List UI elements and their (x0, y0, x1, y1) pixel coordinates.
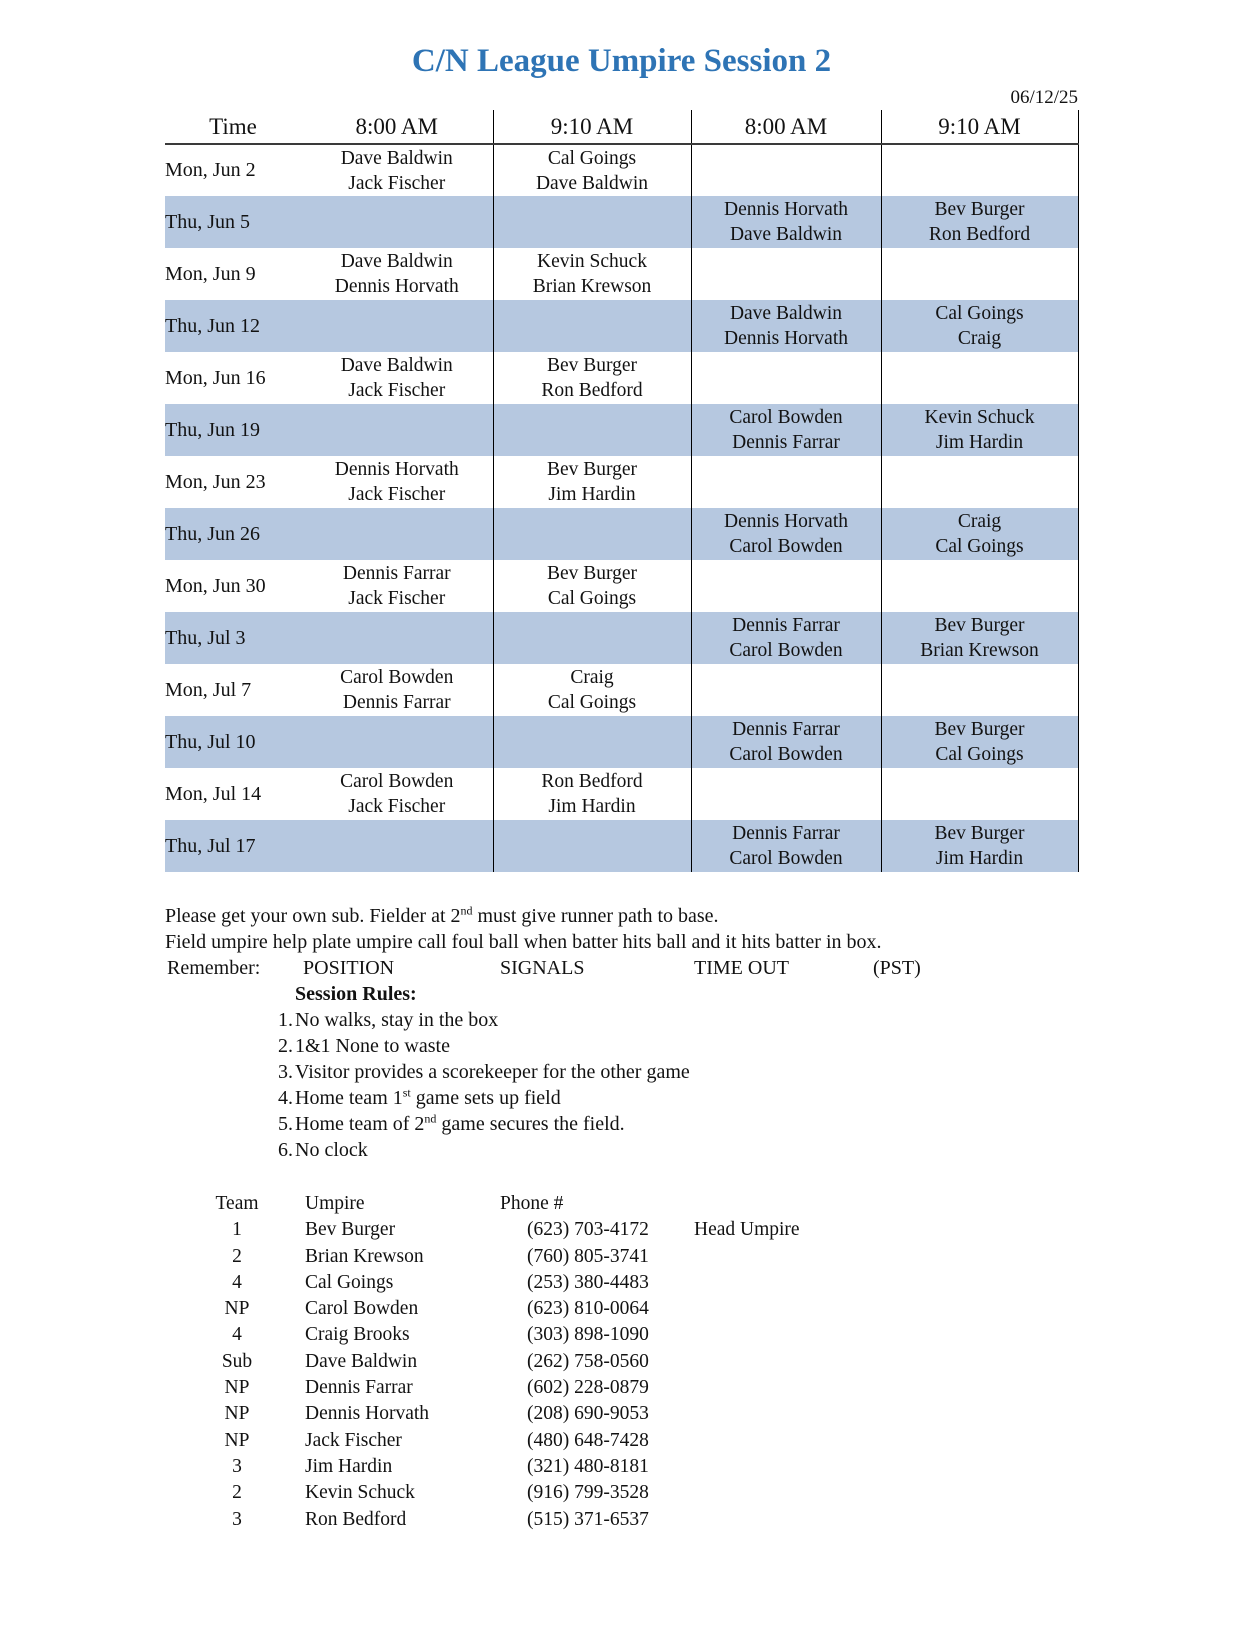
table-row (165, 300, 1078, 352)
schedule-header-game2-late: 9:10 AM (881, 110, 1078, 144)
remember-label: Remember: (167, 957, 261, 979)
page (165, 42, 1078, 1533)
umpire-name: Brian Krewson (920, 640, 1039, 661)
date-cell: Thu, Jun 5 (165, 210, 250, 233)
rule-number: 2. (278, 1035, 293, 1057)
umpire-cell (691, 768, 881, 820)
umpire-name: Ron Bedford (541, 380, 643, 401)
schedule-table (165, 110, 1079, 872)
umpire-cell (493, 404, 691, 456)
umpire-cell (691, 404, 881, 456)
table-row (165, 248, 1078, 300)
contact-umpire: Brian Krewson (305, 1245, 424, 1267)
umpire-cell (881, 664, 1078, 716)
umpire-name: Jack Fischer (348, 588, 446, 609)
umpire-name: Carol Bowden (340, 667, 454, 688)
umpire-cell (301, 404, 493, 456)
umpire-name: Ron Bedford (928, 224, 1031, 245)
contact-team: 3 (232, 1508, 242, 1530)
contact-phone: (208) 690-9053 (527, 1403, 649, 1425)
umpire-name: Cal Goings (935, 744, 1024, 765)
contact-team: Sub (221, 1350, 253, 1372)
umpire-cell (691, 508, 881, 560)
date-cell: Thu, Jun 19 (165, 418, 260, 441)
date-cell: Thu, Jun 12 (165, 314, 260, 337)
table-row (165, 456, 1078, 508)
umpire-cell (493, 664, 691, 716)
umpire-name: Dennis Horvath (723, 511, 849, 532)
umpire-name: Dennis Farrar (342, 563, 451, 584)
umpire-cell (493, 144, 691, 196)
umpire-cell (691, 144, 881, 196)
contacts-header-phone: Phone # (500, 1193, 564, 1214)
remember-item-position: POSITION (303, 957, 395, 979)
umpire-cell (691, 456, 881, 508)
rule-item (278, 1137, 1078, 1163)
note-line-2: Field umpire help plate umpire call foul ball when batter hits ball and it hits batter in box. (165, 931, 882, 953)
rule-text: Home team 1st game sets up field (295, 1085, 561, 1109)
date-cell: Mon, Jun 2 (165, 159, 256, 181)
date-cell: Mon, Jun 16 (165, 366, 266, 389)
contacts-header-umpire: Umpire (305, 1193, 365, 1214)
date-cell: Mon, Jun 9 (165, 262, 256, 285)
contact-phone: (480) 648-7428 (527, 1429, 649, 1451)
contact-umpire: Dennis Horvath (305, 1403, 430, 1425)
remember-item-timeout: TIME OUT (694, 957, 789, 979)
umpire-name: Kevin Schuck (537, 251, 647, 272)
contact-row (165, 1428, 1078, 1454)
table-row (165, 820, 1078, 872)
umpire-cell (881, 352, 1078, 404)
contact-note: Head Umpire (694, 1219, 800, 1241)
contact-umpire: Jack Fischer (305, 1429, 402, 1451)
umpire-cell (301, 560, 493, 612)
umpire-name: Jim Hardin (935, 432, 1024, 453)
contact-umpire: Bev Burger (305, 1219, 396, 1241)
umpire-cell (881, 612, 1078, 664)
contact-row (165, 1401, 1078, 1427)
umpire-cell (881, 508, 1078, 560)
schedule-body (165, 144, 1078, 872)
umpire-cell (691, 560, 881, 612)
umpire-name: Craig (957, 328, 1002, 349)
umpire-cell (493, 612, 691, 664)
contact-umpire: Ron Bedford (305, 1508, 407, 1530)
contact-phone: (916) 799-3528 (527, 1482, 649, 1504)
rule-item (278, 1007, 1078, 1033)
schedule-header-game1-late: 9:10 AM (493, 110, 691, 144)
schedule-header-row (165, 110, 1078, 144)
umpire-name: Dave Baldwin (729, 224, 843, 245)
contact-row (165, 1322, 1078, 1348)
umpire-cell (301, 144, 493, 196)
remember-line (165, 955, 1078, 981)
umpire-name: Dennis Farrar (732, 823, 840, 844)
umpire-cell (881, 404, 1078, 456)
umpire-cell (881, 456, 1078, 508)
rule-text: Home team of 2nd game secures the field. (295, 1111, 625, 1135)
date-cell: Mon, Jun 23 (165, 470, 266, 493)
umpire-name: Jack Fischer (348, 484, 446, 505)
umpire-cell (301, 664, 493, 716)
umpire-name: Carol Bowden (340, 771, 454, 792)
umpire-cell (691, 716, 881, 768)
umpire-cell (493, 508, 691, 560)
rule-number: 5. (278, 1113, 293, 1135)
contact-phone: (253) 380-4483 (527, 1271, 649, 1293)
umpire-name: Dennis Farrar (732, 615, 840, 636)
umpire-name: Dennis Horvath (723, 328, 849, 349)
contact-row (165, 1349, 1078, 1375)
date-cell: Mon, Jul 7 (165, 678, 252, 701)
umpire-cell (691, 248, 881, 300)
umpire-cell (881, 768, 1078, 820)
contact-team: 2 (232, 1245, 242, 1267)
contact-row (165, 1375, 1078, 1401)
contact-team: NP (224, 1298, 250, 1320)
table-row (165, 664, 1078, 716)
contact-phone: (623) 703-4172 (527, 1219, 649, 1241)
umpire-name: Dennis Horvath (334, 459, 459, 480)
umpire-name: Cal Goings (547, 147, 637, 169)
contact-umpire: Dave Baldwin (305, 1350, 418, 1372)
umpire-cell (691, 664, 881, 716)
contact-phone: (760) 805-3741 (527, 1245, 649, 1267)
umpire-cell (493, 352, 691, 404)
schedule-header-game1-early: 8:00 AM (301, 110, 493, 144)
umpire-name: Kevin Schuck (924, 407, 1035, 428)
date-cell: Thu, Jun 26 (165, 522, 260, 545)
table-row (165, 404, 1078, 456)
table-row (165, 612, 1078, 664)
umpire-cell (881, 144, 1078, 196)
contact-row (165, 1507, 1078, 1533)
contact-umpire: Cal Goings (305, 1271, 394, 1293)
umpire-name: Ron Bedford (541, 771, 643, 792)
umpire-cell (301, 820, 493, 872)
contact-phone: (262) 758-0560 (527, 1350, 649, 1372)
umpire-name: Jack Fischer (348, 796, 446, 817)
umpire-name: Bev Burger (546, 355, 638, 376)
contact-umpire: Jim Hardin (305, 1455, 393, 1477)
contact-phone: (602) 228-0879 (527, 1377, 649, 1399)
umpire-cell (493, 196, 691, 248)
contact-team: NP (224, 1377, 250, 1399)
umpire-name: Carol Bowden (729, 536, 843, 557)
umpire-name: Cal Goings (935, 536, 1024, 557)
contact-umpire: Craig Brooks (305, 1324, 410, 1346)
umpire-cell (881, 248, 1078, 300)
rule-number: 6. (278, 1139, 293, 1161)
umpire-name: Bev Burger (934, 719, 1025, 740)
contact-umpire: Dennis Farrar (305, 1377, 413, 1399)
rule-item (278, 1111, 1078, 1137)
umpire-cell (493, 248, 691, 300)
umpire-name: Bev Burger (934, 615, 1025, 636)
umpire-name: Carol Bowden (729, 640, 843, 661)
umpire-name: Carol Bowden (729, 848, 843, 869)
umpire-cell (301, 196, 493, 248)
contacts-header-row (165, 1191, 1078, 1217)
umpire-name: Dave Baldwin (340, 355, 453, 376)
date-cell: Mon, Jun 30 (165, 574, 266, 597)
rule-item (278, 1059, 1078, 1085)
rule-number: 4. (278, 1087, 293, 1109)
umpire-name: Dave Baldwin (340, 251, 453, 272)
umpire-cell (301, 300, 493, 352)
umpire-name: Dennis Farrar (732, 719, 840, 740)
umpire-cell (301, 352, 493, 404)
rules-list (165, 1007, 1078, 1163)
umpire-cell (881, 300, 1078, 352)
umpire-name: Carol Bowden (729, 744, 843, 765)
date-label: 06/12/25 (1010, 87, 1078, 108)
umpire-cell (301, 456, 493, 508)
umpire-name: Craig (570, 667, 614, 688)
notes-section (165, 903, 1078, 1163)
contact-umpire: Carol Bowden (305, 1298, 419, 1320)
session-rules-heading: Session Rules: (295, 983, 417, 1005)
superscript: nd (460, 903, 473, 918)
table-row (165, 768, 1078, 820)
contact-team: 4 (232, 1324, 242, 1346)
table-row (165, 508, 1078, 560)
contact-row (165, 1244, 1078, 1270)
umpire-cell (691, 820, 881, 872)
umpire-name: Bev Burger (546, 563, 638, 584)
rule-item (278, 1033, 1078, 1059)
umpire-cell (301, 248, 493, 300)
umpire-cell (301, 716, 493, 768)
schedule-header-game2-early: 8:00 AM (691, 110, 881, 144)
superscript: nd (424, 1111, 437, 1126)
contact-phone: (623) 810-0064 (527, 1298, 649, 1320)
umpire-name: Jack Fischer (348, 172, 446, 194)
umpire-name: Dennis Farrar (342, 692, 451, 713)
umpire-name: Bev Burger (546, 459, 638, 480)
umpire-cell (301, 612, 493, 664)
umpire-cell (881, 820, 1078, 872)
umpire-cell (493, 768, 691, 820)
rule-text: 1&1 None to waste (295, 1035, 450, 1057)
schedule-header-time: Time (165, 110, 301, 144)
umpire-name: Dennis Farrar (732, 432, 840, 453)
umpire-cell (691, 612, 881, 664)
umpire-cell (493, 560, 691, 612)
umpire-cell (881, 196, 1078, 248)
contacts-section (165, 1191, 1078, 1533)
umpire-name: Dave Baldwin (340, 147, 453, 169)
contact-team: 4 (232, 1271, 242, 1293)
contacts-header-team: Team (215, 1193, 259, 1214)
rule-text: No walks, stay in the box (295, 1009, 499, 1031)
umpire-cell (493, 300, 691, 352)
contact-row (165, 1296, 1078, 1322)
umpire-cell (691, 196, 881, 248)
umpire-name: Cal Goings (547, 692, 637, 713)
superscript: st (402, 1085, 411, 1100)
umpire-name: Jim Hardin (548, 484, 636, 505)
table-row (165, 716, 1078, 768)
rule-text: Visitor provides a scorekeeper for the other game (295, 1061, 690, 1083)
date-cell: Thu, Jul 10 (165, 730, 256, 753)
umpire-name: Jim Hardin (935, 848, 1024, 869)
umpire-cell (881, 560, 1078, 612)
umpire-name: Cal Goings (547, 588, 637, 609)
contact-team: 2 (232, 1482, 242, 1504)
remember-item-pst: (PST) (873, 957, 921, 979)
contact-row (165, 1217, 1078, 1243)
umpire-name: Cal Goings (935, 303, 1024, 324)
contact-team: 1 (232, 1219, 242, 1241)
contact-row (165, 1480, 1078, 1506)
remember-item-signals: SIGNALS (500, 957, 585, 979)
contact-umpire: Kevin Schuck (305, 1482, 415, 1504)
contact-phone: (321) 480-8181 (527, 1455, 649, 1477)
table-row (165, 352, 1078, 404)
note-line-1: Please get your own sub. Fielder at 2nd must give runner path to base. (165, 903, 719, 927)
umpire-cell (493, 456, 691, 508)
table-row (165, 196, 1078, 248)
table-row (165, 560, 1078, 612)
date-cell: Mon, Jul 14 (165, 782, 262, 805)
umpire-name: Dave Baldwin (535, 172, 649, 194)
umpire-name: Dennis Horvath (334, 276, 459, 297)
umpire-name: Dave Baldwin (729, 303, 843, 324)
contact-row (165, 1270, 1078, 1296)
rule-item (278, 1085, 1078, 1111)
contact-phone: (303) 898-1090 (527, 1324, 649, 1346)
contact-phone: (515) 371-6537 (527, 1508, 649, 1530)
page-title: C/N League Umpire Session 2 (411, 43, 832, 79)
umpire-cell (493, 820, 691, 872)
rule-number: 3. (278, 1061, 293, 1083)
contact-row (165, 1454, 1078, 1480)
contact-team: 3 (232, 1455, 242, 1477)
rule-text: No clock (295, 1139, 368, 1161)
umpire-name: Bev Burger (934, 823, 1025, 844)
table-row (165, 144, 1078, 196)
umpire-name: Dennis Horvath (723, 199, 849, 220)
date-cell: Thu, Jul 3 (165, 626, 246, 649)
umpire-name: Jim Hardin (548, 796, 636, 817)
umpire-cell (493, 716, 691, 768)
umpire-cell (881, 716, 1078, 768)
umpire-cell (691, 300, 881, 352)
umpire-cell (301, 508, 493, 560)
rule-number: 1. (278, 1009, 293, 1031)
umpire-cell (691, 352, 881, 404)
umpire-cell (301, 768, 493, 820)
contacts-rows (165, 1217, 1078, 1533)
umpire-name: Bev Burger (934, 199, 1025, 220)
contact-team: NP (224, 1403, 250, 1425)
umpire-name: Carol Bowden (729, 407, 843, 428)
umpire-name: Craig (957, 511, 1002, 532)
umpire-name: Brian Krewson (532, 276, 652, 297)
date-cell: Thu, Jul 17 (165, 834, 256, 857)
contact-team: NP (224, 1429, 250, 1451)
umpire-name: Jack Fischer (348, 380, 446, 401)
